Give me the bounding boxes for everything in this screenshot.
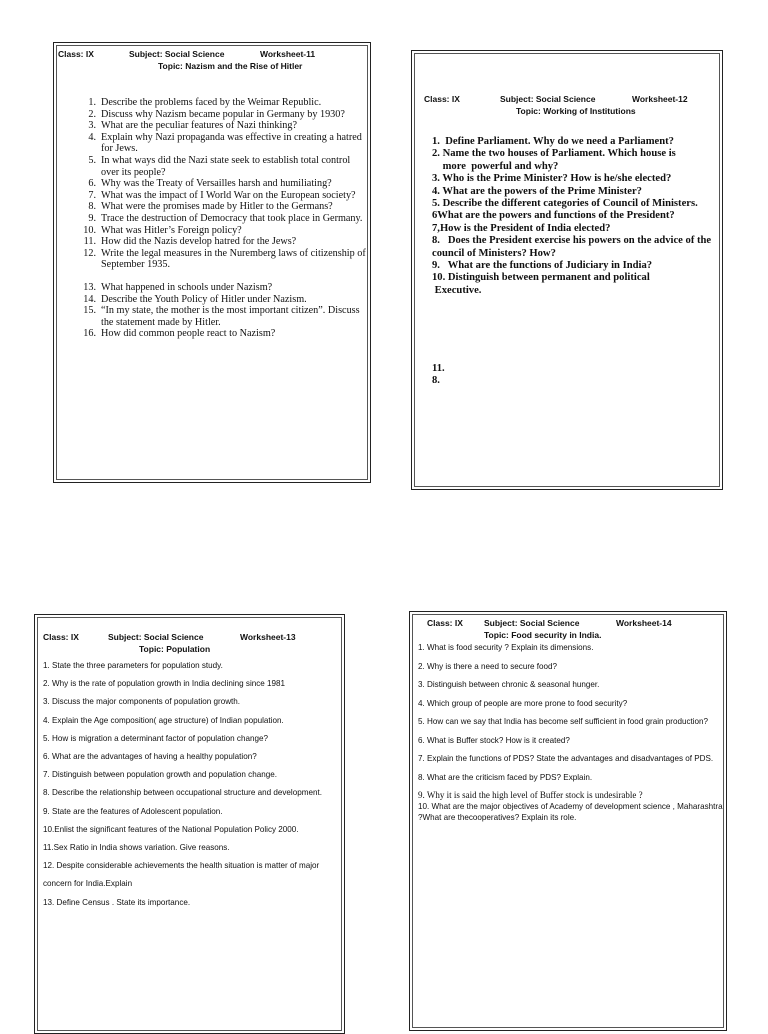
question-item: 3. What are the peculiar features of Nazi thinking? xyxy=(88,120,298,132)
worksheet-number: Worksheet-12 xyxy=(632,94,688,104)
question-item: 1. Define Parliament. Why do we need a Parliament? xyxy=(432,136,674,147)
question-item: 5. How is migration a determinant factor of population change? xyxy=(43,733,268,743)
question-item: 12. Despite considerable achievements the health situation is matter of major concern for India.Explain xyxy=(43,861,320,889)
question-item: 6. What are the advantages of having a healthy population? xyxy=(43,752,257,762)
worksheet-11 xyxy=(53,42,371,483)
question-item: 4. Which group of people are more prone to food security? xyxy=(418,698,628,708)
question-item: 12. Write the legal measures in the Nuremberg laws of citizenship of September 1935. xyxy=(83,247,366,271)
question-item: 7. Explain the functions of PDS? State the advantages and disadvantages of PDS. xyxy=(418,754,714,763)
question-item: 2. Discuss why Nazism became popular in Germany by 1930? xyxy=(88,108,345,120)
question-item: 9. What are the functions of Judiciary in India? xyxy=(432,260,653,272)
question-item: 9. Trace the destruction of Democracy that took place in Germany. xyxy=(88,212,363,224)
question-item: 13. Define Census . State its importance. xyxy=(43,897,191,907)
question-item: 1. What is food security ? Explain its dimensions. xyxy=(418,643,594,652)
class-label: Class: IX xyxy=(58,49,94,59)
question-list xyxy=(432,136,720,297)
stray-number: 8. xyxy=(432,375,440,387)
question-item: 4. Explain the Age composition( age structure) of Indian population. xyxy=(43,715,284,725)
question-item: 10.Enlist the significant features of the National Population Policy 2000. xyxy=(43,824,299,834)
question-item: 5. Describe the different categories of Council of Ministers. xyxy=(432,198,698,210)
question-item: 10. Distinguish between permanent and political Executive. xyxy=(432,272,650,296)
subject-label: Subject: Social Science xyxy=(129,49,225,59)
stray-number: 11. xyxy=(432,363,445,374)
question-item: 6What are the powers and functions of the President? xyxy=(432,210,675,222)
question-item: 7,How is the President of India elected? xyxy=(432,222,611,234)
question-item: 8. Describe the relationship between occupational structure and development. xyxy=(43,788,322,798)
question-item: 9. Why it is said the high level of Buffer stock is undesirable ? xyxy=(418,790,643,800)
question-item: 7. What was the impact of I World War on the European society? xyxy=(88,189,356,201)
worksheet-13 xyxy=(34,614,345,1034)
subject-label: Subject: Social Science xyxy=(500,94,596,104)
question-item: 6. What is Buffer stock? How is it created? xyxy=(418,735,570,745)
question-item: 1. Describe the problems faced by the Weimar Republic. xyxy=(88,97,322,108)
topic-label: Topic: Population xyxy=(139,644,211,654)
question-item: 6. Why was the Treaty of Versailles harsh and humiliating? xyxy=(88,178,332,190)
class-label: Class: IX xyxy=(43,632,79,642)
question-item: 11. How did the Nazis develop hatred for the Jews? xyxy=(83,236,297,248)
question-item: 2. Why is there a need to secure food? xyxy=(418,661,558,671)
question-item: 14. Describe the Youth Policy of Hitler under Nazism. xyxy=(83,293,307,305)
question-item: 9. State are the features of Adolescent population. xyxy=(43,806,223,816)
question-item: 5. In what ways did the Nazi state seek to establish total control over its people? xyxy=(88,154,351,178)
question-item: 4. Explain why Nazi propaganda was effective in creating a hatred for Jews. xyxy=(88,131,362,155)
question-item: 16. How did common people react to Nazism? xyxy=(83,328,276,340)
subject-label: Subject: Social Science xyxy=(108,632,204,642)
question-item: 4. What are the powers of the Prime Minister? xyxy=(432,185,642,197)
topic-label: Topic: Working of Institutions xyxy=(516,106,636,116)
worksheet-number: Worksheet-11 xyxy=(260,49,316,59)
question-item: 3. Discuss the major components of population growth. xyxy=(43,697,241,707)
question-list xyxy=(76,97,366,340)
question-item: 10. What was Hitler’s Foreign policy? xyxy=(83,224,242,236)
class-label: Class: IX xyxy=(424,94,460,104)
worksheet-number: Worksheet-13 xyxy=(240,632,296,642)
question-item: 8. What are the criticism faced by PDS? Explain. xyxy=(418,772,593,782)
subject-label: Subject: Social Science xyxy=(484,618,580,628)
stray-numbers xyxy=(432,363,445,388)
question-item: 10. What are the major objectives of Academy of development science , Maharashtra ?What are thecooperatives? Explain its role. xyxy=(418,802,723,822)
question-item: 1. State the three parameters for population study. xyxy=(43,661,223,670)
question-list xyxy=(43,657,341,912)
question-item: 2. Name the two houses of Parliament. Which house is more powerful and why? xyxy=(432,148,676,172)
question-item: 3. Who is the Prime Minister? How is he/she elected? xyxy=(432,173,672,185)
question-item: 3. Distinguish between chronic & seasonal hunger. xyxy=(418,680,600,689)
worksheet-12 xyxy=(411,50,723,490)
topic-label: Topic: Food security in India. xyxy=(484,630,602,640)
worksheet-14 xyxy=(409,611,727,1031)
question-item: 2. Why is the rate of population growth in India declining since 1981 xyxy=(43,679,286,689)
question-item: 15. “In my state, the mother is the most important citizen”. Discuss the statement made by Hitler. xyxy=(83,305,360,328)
topic-label: Topic: Nazism and the Rise of Hitler xyxy=(158,61,303,71)
question-item: 5. How can we say that India has become self sufficient in food grain production? xyxy=(418,717,709,726)
question-list xyxy=(418,642,724,831)
question-item: 11.Sex Ratio in India shows variation. Give reasons. xyxy=(43,843,230,853)
question-item: 8. What were the promises made by Hitler to the Germans? xyxy=(88,201,333,213)
question-item: 8. Does the President exercise his powers on the advice of the council of Ministers? How? xyxy=(432,235,714,259)
class-label: Class: IX xyxy=(427,618,463,628)
worksheet-number: Worksheet-14 xyxy=(616,618,672,628)
question-item: 13. What happened in schools under Nazism? xyxy=(83,281,273,293)
question-item: 7. Distinguish between population growth and population change. xyxy=(43,770,277,780)
